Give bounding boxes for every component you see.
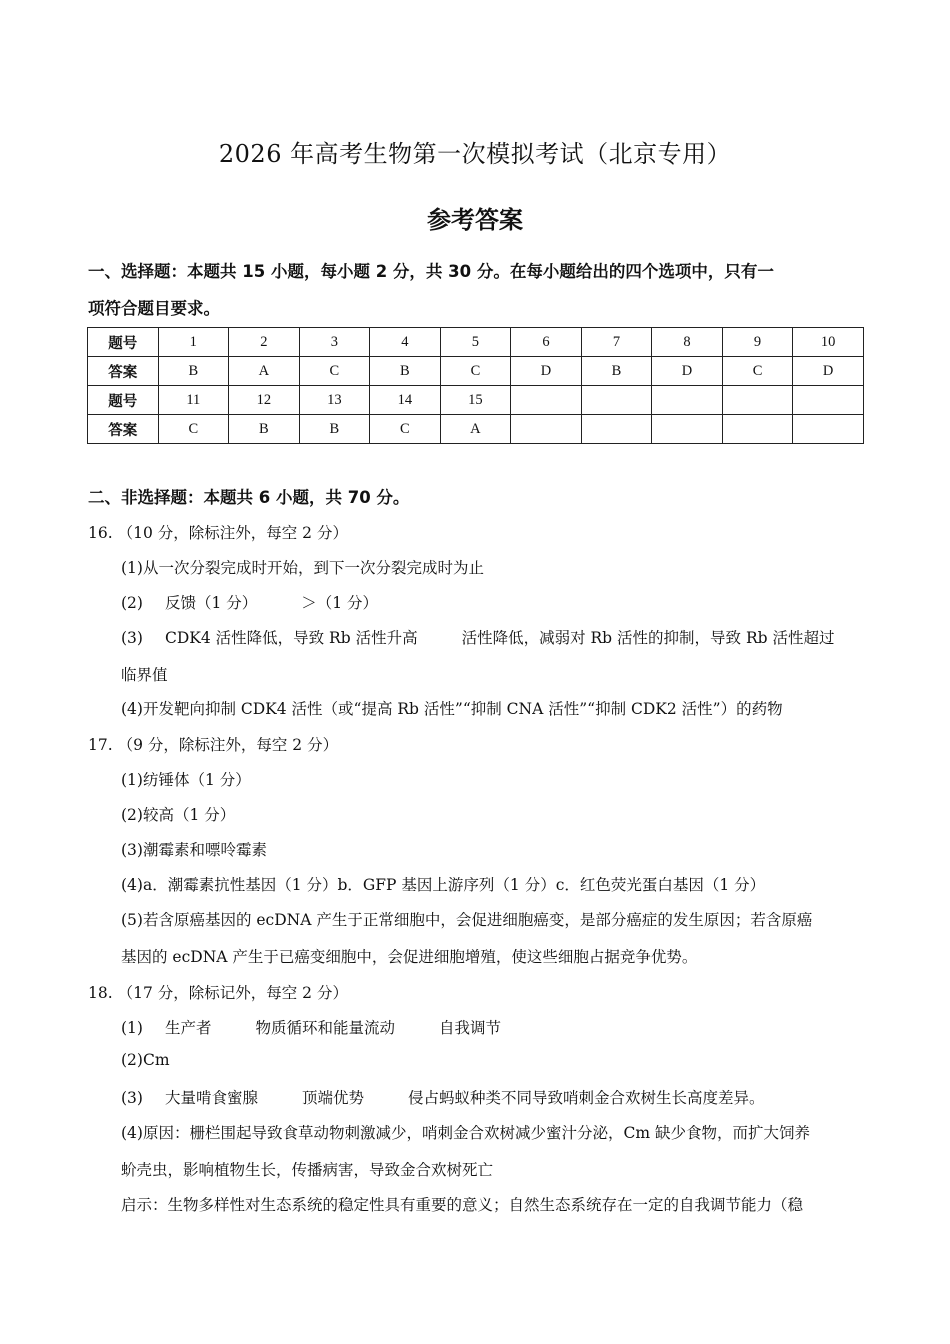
- table-cell: 4: [370, 328, 441, 357]
- q18-answer-1: [121, 1016, 501, 1038]
- answer-blank: 反馈（1 分）: [164, 594, 258, 612]
- q16-answer-1: (1)从一次分裂完成时开始，到下一次分裂完成时为止: [121, 559, 484, 577]
- table-cell: 5: [440, 328, 511, 357]
- table-cell: [793, 386, 864, 415]
- table-cell: B: [581, 357, 652, 386]
- answer-number: (3): [121, 629, 143, 647]
- answer-blank: 活性降低，减弱对 Rb 活性的抑制，导致 Rb 活性超过: [461, 629, 835, 647]
- answer-blank: 生产者: [164, 1019, 212, 1037]
- q18-answer-5: 启示：生物多样性对生态系统的稳定性具有重要的意义；自然生态系统存在一定的自我调节能力（稳: [121, 1196, 804, 1214]
- table-cell: [722, 386, 793, 415]
- table-cell: 9: [722, 328, 793, 357]
- table-cell: B: [370, 357, 441, 386]
- q17-answer-5-cont: 基因的 ecDNA 产生于已癌变细胞中，会促进细胞增殖，使这些细胞占据竞争优势。: [121, 948, 698, 966]
- q16-answer-3-cont: 临界值: [121, 666, 168, 684]
- table-cell: C: [440, 357, 511, 386]
- table-cell: [511, 386, 582, 415]
- table-cell: [793, 415, 864, 444]
- table-cell: A: [229, 357, 300, 386]
- table-cell: 14: [370, 386, 441, 415]
- table-row: [88, 386, 864, 415]
- table-cell: 8: [652, 328, 723, 357]
- q17-answer-4: (4)a．潮霉素抗性基因（1 分）b．GFP 基因上游序列（1 分）c．红色荧光蛋白基因（1 分）: [121, 876, 766, 894]
- table-cell: 1: [158, 328, 229, 357]
- table-cell: B: [158, 357, 229, 386]
- answer-number: (2): [121, 594, 143, 612]
- table-cell: D: [511, 357, 582, 386]
- table-cell: B: [299, 415, 370, 444]
- answer-blank: CDK4 活性降低，导致 Rb 活性升高: [164, 629, 418, 647]
- table-cell: 6: [511, 328, 582, 357]
- table-cell: C: [370, 415, 441, 444]
- answer-blank: 大量啃食蜜腺: [164, 1089, 258, 1107]
- table-header-cell: 题号: [88, 386, 159, 415]
- document-title: 2026 年高考生物第一次模拟考试（北京专用）: [218, 140, 732, 168]
- q16-answer-2: [121, 591, 378, 613]
- table-cell: 15: [440, 386, 511, 415]
- q17-answer-5: (5)若含原癌基因的 ecDNA 产生于正常细胞中，会促进细胞癌变，是部分癌症的发生原因；若含原癌: [121, 911, 813, 929]
- q18-answer-2: (2)Cm: [121, 1051, 170, 1069]
- table-cell: [652, 415, 723, 444]
- table-cell: [581, 386, 652, 415]
- table-cell: 11: [158, 386, 229, 415]
- table-cell: [652, 386, 723, 415]
- table-row: [88, 415, 864, 444]
- table-cell: 2: [229, 328, 300, 357]
- table-cell: D: [652, 357, 723, 386]
- answer-blank: 自我调节: [439, 1019, 502, 1037]
- section1-heading: 一、选择题：本题共 15 小题，每小题 2 分，共 30 分。在每小题给出的四个选项中，只有一: [88, 262, 774, 281]
- q17-answer-1: (1)纺锤体（1 分）: [121, 771, 251, 789]
- table-header-cell: 答案: [88, 357, 159, 386]
- section1-heading-cont: 项符合题目要求。: [88, 299, 220, 318]
- table-cell: 12: [229, 386, 300, 415]
- answer-blank: 顶端优势: [301, 1089, 364, 1107]
- q18-heading: 18. （17 分，除标记外，每空 2 分）: [88, 984, 348, 1002]
- q17-answer-2: (2)较高（1 分）: [121, 806, 236, 824]
- answer-table: [87, 327, 864, 444]
- table-cell: [511, 415, 582, 444]
- answer-number: (3): [121, 1089, 143, 1107]
- section2-heading: 二、非选择题：本题共 6 小题，共 70 分。: [88, 488, 410, 507]
- q16-answer-3: [121, 626, 834, 648]
- table-row: [88, 357, 864, 386]
- table-cell: 13: [299, 386, 370, 415]
- table-cell: D: [793, 357, 864, 386]
- table-header-cell: 答案: [88, 415, 159, 444]
- table-cell: A: [440, 415, 511, 444]
- answer-blank: ＞（1 分）: [301, 594, 379, 612]
- q17-answer-3: (3)潮霉素和嘌呤霉素: [121, 841, 267, 859]
- q17-heading: 17. （9 分，除标注外，每空 2 分）: [88, 736, 339, 754]
- table-cell: 7: [581, 328, 652, 357]
- table-cell: [581, 415, 652, 444]
- table-cell: C: [158, 415, 229, 444]
- table-cell: 10: [793, 328, 864, 357]
- answer-number: (1): [121, 1019, 143, 1037]
- answer-blank: 物质循环和能量流动: [255, 1019, 395, 1037]
- document-subtitle: 参考答案: [427, 205, 523, 234]
- table-cell: C: [299, 357, 370, 386]
- q16-answer-4: (4)开发靶向抑制 CDK4 活性（或“提高 Rb 活性”“抑制 CNA 活性”“抑制 CDK2 活性”）的药物: [121, 700, 783, 718]
- q18-answer-4: (4)原因：栅栏围起导致食草动物刺激减少，哨刺金合欢树减少蜜汁分泌，Cm 缺少食物，而扩大饲养: [121, 1124, 810, 1142]
- q16-heading: 16. （10 分，除标注外，每空 2 分）: [88, 524, 348, 542]
- table-header-cell: 题号: [88, 328, 159, 357]
- table-cell: 3: [299, 328, 370, 357]
- table-cell: B: [229, 415, 300, 444]
- answer-blank: 侵占蚂蚁种类不同导致哨刺金合欢树生长高度差异。: [408, 1089, 765, 1107]
- q18-answer-3: [121, 1086, 765, 1108]
- table-row: [88, 328, 864, 357]
- table-cell: C: [722, 357, 793, 386]
- q18-answer-4-cont: 蚧壳虫，影响植物生长，传播病害，导致金合欢树死亡: [121, 1161, 494, 1179]
- table-cell: [722, 415, 793, 444]
